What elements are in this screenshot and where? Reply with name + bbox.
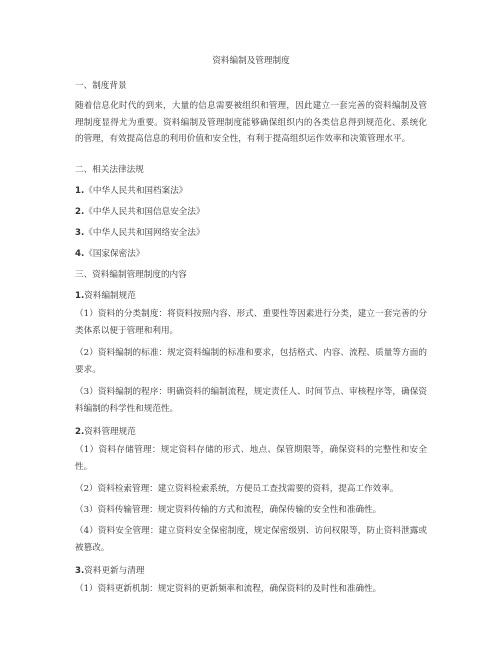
clause-item: （3）资料编制的程序：明确资料的编制流程，规定责任人、时间节点、审核程序等，确保资料编制的科学性和规范性。 xyxy=(75,387,427,414)
law-name: 《中华人民共和国网络安全法》 xyxy=(84,228,205,238)
law-number: 4. xyxy=(75,249,85,259)
section-heading-background: 一、制度背景 xyxy=(75,81,127,91)
subsection-heading xyxy=(75,565,427,577)
clause-item: （4）资料安全管理：建立资料安全保密制度，规定保密级别、访问权限等，防止资料泄露或被篡改。 xyxy=(75,526,427,553)
law-item xyxy=(75,206,427,218)
law-item xyxy=(75,248,427,260)
subsection-title: 资料更新与清理 xyxy=(84,566,145,576)
clause-item: （1）资料更新机制：规定资料的更新频率和流程，确保资料的及时性和准确性。 xyxy=(75,584,382,594)
background-paragraph: 随着信息化时代的到来，大量的信息需要被组织和管理，因此建立一套完善的资料编制及管理制度显得尤为重要。资料编制及管理制度能够确保组织内的各类信息得到规范化、系统化的管理，有效提高信息的利用价值和安全性，有利于提高组织运作效率和决策管理水平。 xyxy=(75,101,427,144)
document-title: 资料编制及管理制度 xyxy=(212,56,290,66)
law-number: 1. xyxy=(75,186,85,196)
law-item xyxy=(75,227,427,239)
clause-item: （3）资料传输管理：规定资料传输的方式和流程，确保传输的安全性和准确性。 xyxy=(75,505,382,515)
subsection-number: 3. xyxy=(75,566,85,576)
clause-item: （2）资料检索管理：建立资料检索系统，方便员工查找需要的资料，提高工作效率。 xyxy=(75,484,399,494)
law-item xyxy=(75,185,427,197)
subsection-number: 2. xyxy=(75,427,85,437)
law-name: 《中华人民共和国信息安全法》 xyxy=(84,207,205,217)
law-name: 《国家保密法》 xyxy=(84,249,145,259)
section-heading-laws: 二、相关法律法规 xyxy=(75,165,144,175)
subsection-title: 资料管理规范 xyxy=(84,427,136,437)
clause-item: （1）资料存储管理：规定资料存储的形式、地点、保管期限等，确保资料的完整性和安全性。 xyxy=(75,445,427,472)
section-heading-content: 三、资料编制管理制度的内容 xyxy=(75,270,187,280)
subsection-number: 1. xyxy=(75,291,85,301)
subsection-title: 资料编制规范 xyxy=(84,291,136,301)
clause-item: （2）资料编制的标准：规定资料编制的标准和要求，包括格式、内容、流程、质量等方面的要求。 xyxy=(75,348,427,375)
subsection-heading xyxy=(75,290,427,302)
clause-item: （1）资料的分类制度：将资料按照内容、形式、重要性等因素进行分类，建立一套完善的分类体系以便于管理和利用。 xyxy=(75,309,427,336)
law-number: 2. xyxy=(75,207,85,217)
law-name: 《中华人民共和国档案法》 xyxy=(84,186,188,196)
law-number: 3. xyxy=(75,228,85,238)
subsection-heading xyxy=(75,426,427,438)
